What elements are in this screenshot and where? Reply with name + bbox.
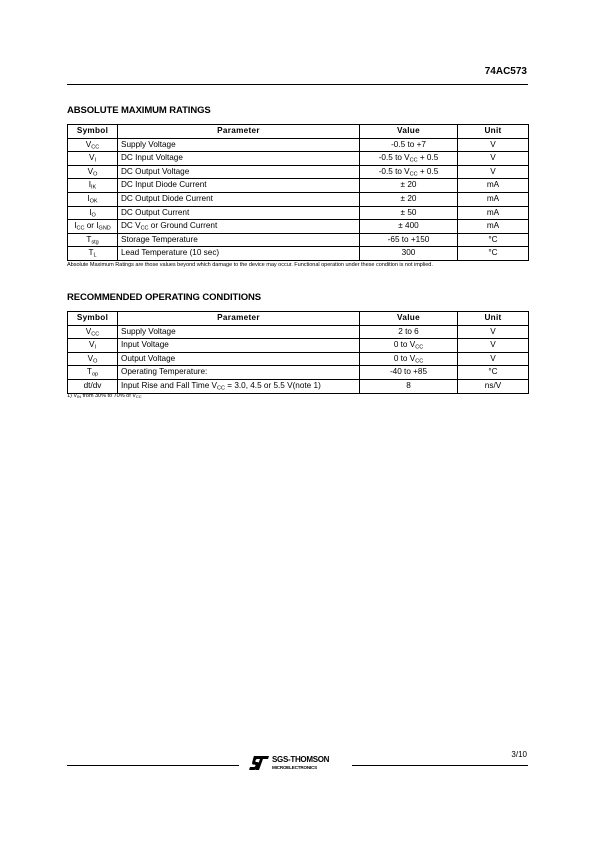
parameter-cell: DC Input Voltage: [118, 152, 360, 166]
parameter-cell: [118, 379, 360, 393]
symbol-subscript: CC: [76, 225, 85, 232]
table-row: [68, 325, 529, 339]
symbol-cell: [68, 233, 118, 247]
symbol-cell: [68, 179, 118, 193]
symbol-cell: [68, 379, 118, 393]
value-subscript: CC: [415, 358, 424, 365]
table-row: [68, 152, 529, 166]
table-row: [68, 339, 529, 353]
abs-max-table: [67, 124, 529, 261]
rec-op-note: 1) $V_{IN}$ from 30% to 70% of $V_{CC}$: [67, 393, 142, 399]
logo-division: MICROELECTRONICS: [272, 765, 318, 770]
table-row: [68, 352, 529, 366]
symbol-subscript: I: [94, 344, 96, 351]
parameter-cell: DC Output Diode Current: [118, 192, 360, 206]
symbol-text: dt/dv: [83, 380, 102, 390]
table-row: [68, 366, 529, 380]
abs-max-title: ABSOLUTE MAXIMUM RATINGS: [67, 105, 211, 116]
parameter-text: DC V: [121, 221, 141, 231]
symbol-subscript: CC: [91, 144, 100, 151]
table-row: [68, 138, 529, 152]
symbol-text: V: [87, 166, 94, 176]
value-text: -0.5 to V: [378, 166, 410, 176]
logo-company: SGS-THOMSON: [272, 755, 330, 764]
rec-op-table: [67, 311, 529, 394]
header-rule: [67, 84, 528, 85]
unit-cell: V: [458, 339, 529, 353]
parameter-cell: Output Voltage: [118, 352, 360, 366]
parameter-subscript: CC: [217, 385, 225, 392]
unit-cell: °C: [458, 366, 529, 380]
symbol-cell: [68, 138, 118, 152]
parameter-cell: Supply Voltage: [118, 325, 360, 339]
symbol-text: I: [89, 207, 92, 217]
value-cell: [360, 165, 458, 179]
value-text: + 0.5: [417, 166, 439, 176]
rec-op-title: RECOMMENDED OPERATING CONDITIONS: [67, 292, 262, 303]
table-row: [68, 220, 529, 234]
value-subscript: CC: [409, 157, 418, 164]
symbol-cell: [68, 152, 118, 166]
symbol-subscript: O: [93, 358, 98, 365]
footer-rule-right: [352, 765, 528, 766]
value-cell: [360, 339, 458, 353]
symbol-subscript: L: [93, 252, 97, 259]
symbol-text: T: [88, 248, 94, 258]
value-cell: -0.5 to +7: [360, 138, 458, 152]
symbol-cell: [68, 352, 118, 366]
value-cell: ± 20: [360, 192, 458, 206]
symbol-subscript: IK: [91, 184, 97, 191]
table-row: [68, 179, 529, 193]
unit-cell: °C: [458, 247, 529, 261]
page-number: 3/10: [511, 750, 527, 759]
unit-cell: mA: [458, 206, 529, 220]
value-cell: 8: [360, 379, 458, 393]
symbol-cell: [68, 220, 118, 234]
unit-cell: V: [458, 352, 529, 366]
st-logo: [248, 754, 350, 774]
value-cell: ± 400: [360, 220, 458, 234]
col-unit: Unit: [458, 312, 529, 326]
parameter-cell: Supply Voltage: [118, 138, 360, 152]
parameter-text: or Ground Current: [148, 221, 218, 231]
symbol-text: T: [86, 367, 92, 377]
value-cell: [360, 352, 458, 366]
unit-cell: mA: [458, 220, 529, 234]
parameter-cell: [118, 220, 360, 234]
table-header-row: [68, 125, 529, 139]
symbol-cell: [68, 247, 118, 261]
unit-cell: °C: [458, 233, 529, 247]
symbol-subscript: OK: [89, 198, 98, 205]
value-text: 0 to V: [393, 353, 416, 363]
symbol-cell: [68, 192, 118, 206]
col-value: Value: [360, 125, 458, 139]
parameter-cell: DC Output Voltage: [118, 165, 360, 179]
unit-cell: V: [458, 165, 529, 179]
symbol-cell: [68, 366, 118, 380]
parameter-cell: Storage Temperature: [118, 233, 360, 247]
unit-cell: mA: [458, 179, 529, 193]
symbol-text: T: [86, 234, 92, 244]
value-text: + 0.5: [417, 153, 439, 163]
table-row: [68, 379, 529, 393]
symbol-text: V: [87, 353, 94, 363]
symbol-cell: [68, 339, 118, 353]
symbol-text: V: [89, 153, 95, 163]
value-text: 0 to V: [393, 340, 416, 350]
table-header-row: [68, 312, 529, 326]
symbol-subscript: GND: [98, 225, 111, 232]
value-cell: 300: [360, 247, 458, 261]
parameter-cell: DC Input Diode Current: [118, 179, 360, 193]
symbol-subscript: O: [91, 212, 96, 219]
unit-cell: V: [458, 325, 529, 339]
parameter-cell: Operating Temperature:: [118, 366, 360, 380]
symbol-cell: [68, 325, 118, 339]
symbol-text: or I: [84, 221, 99, 231]
value-cell: ± 50: [360, 206, 458, 220]
parameter-cell: Input Voltage: [118, 339, 360, 353]
value-cell: ± 20: [360, 179, 458, 193]
symbol-subscript: O: [93, 171, 98, 178]
table-row: [68, 247, 529, 261]
col-value: Value: [360, 312, 458, 326]
value-cell: -40 to +85: [360, 366, 458, 380]
parameter-subscript: CC: [140, 225, 149, 232]
value-cell: [360, 152, 458, 166]
col-symbol: Symbol: [68, 125, 118, 139]
parameter-cell: Lead Temperature (10 sec): [118, 247, 360, 261]
value-text: -0.5 to V: [378, 153, 410, 163]
table-row: [68, 233, 529, 247]
table-row: [68, 206, 529, 220]
table-row: [68, 165, 529, 179]
abs-max-note: Absolute Maximum Ratings are those values beyond which damage to the device may occur. Functional operation under these condition is not implied.: [67, 262, 433, 268]
unit-cell: mA: [458, 192, 529, 206]
table-row: [68, 192, 529, 206]
symbol-text: V: [89, 340, 95, 350]
symbol-text: V: [85, 326, 92, 336]
part-number: 74AC573: [484, 66, 527, 77]
value-subscript: CC: [409, 171, 418, 178]
symbol-subscript: I: [94, 157, 96, 164]
footer-rule-left: [67, 765, 239, 766]
value-cell: 2 to 6: [360, 325, 458, 339]
st-logo-icon: [248, 755, 270, 771]
symbol-cell: [68, 165, 118, 179]
unit-cell: ns/V: [458, 379, 529, 393]
symbol-subscript: op: [91, 371, 99, 378]
unit-cell: V: [458, 152, 529, 166]
symbol-subscript: CC: [91, 331, 100, 338]
col-symbol: Symbol: [68, 312, 118, 326]
symbol-cell: [68, 206, 118, 220]
parameter-cell: DC Output Current: [118, 206, 360, 220]
col-parameter: Parameter: [118, 312, 360, 326]
symbol-text: I: [88, 180, 92, 190]
parameter-text: Input Rise and Fall Time V: [121, 380, 218, 390]
parameter-text: = 3.0, 4.5 or 5.5 V(note 1): [224, 380, 321, 390]
value-cell: -65 to +150: [360, 233, 458, 247]
symbol-subscript: stg: [91, 239, 99, 246]
unit-cell: V: [458, 138, 529, 152]
col-unit: Unit: [458, 125, 529, 139]
symbol-text: I: [87, 193, 90, 203]
value-subscript: CC: [415, 344, 424, 351]
col-parameter: Parameter: [118, 125, 360, 139]
symbol-text: V: [85, 139, 92, 149]
symbol-text: I: [74, 221, 77, 231]
